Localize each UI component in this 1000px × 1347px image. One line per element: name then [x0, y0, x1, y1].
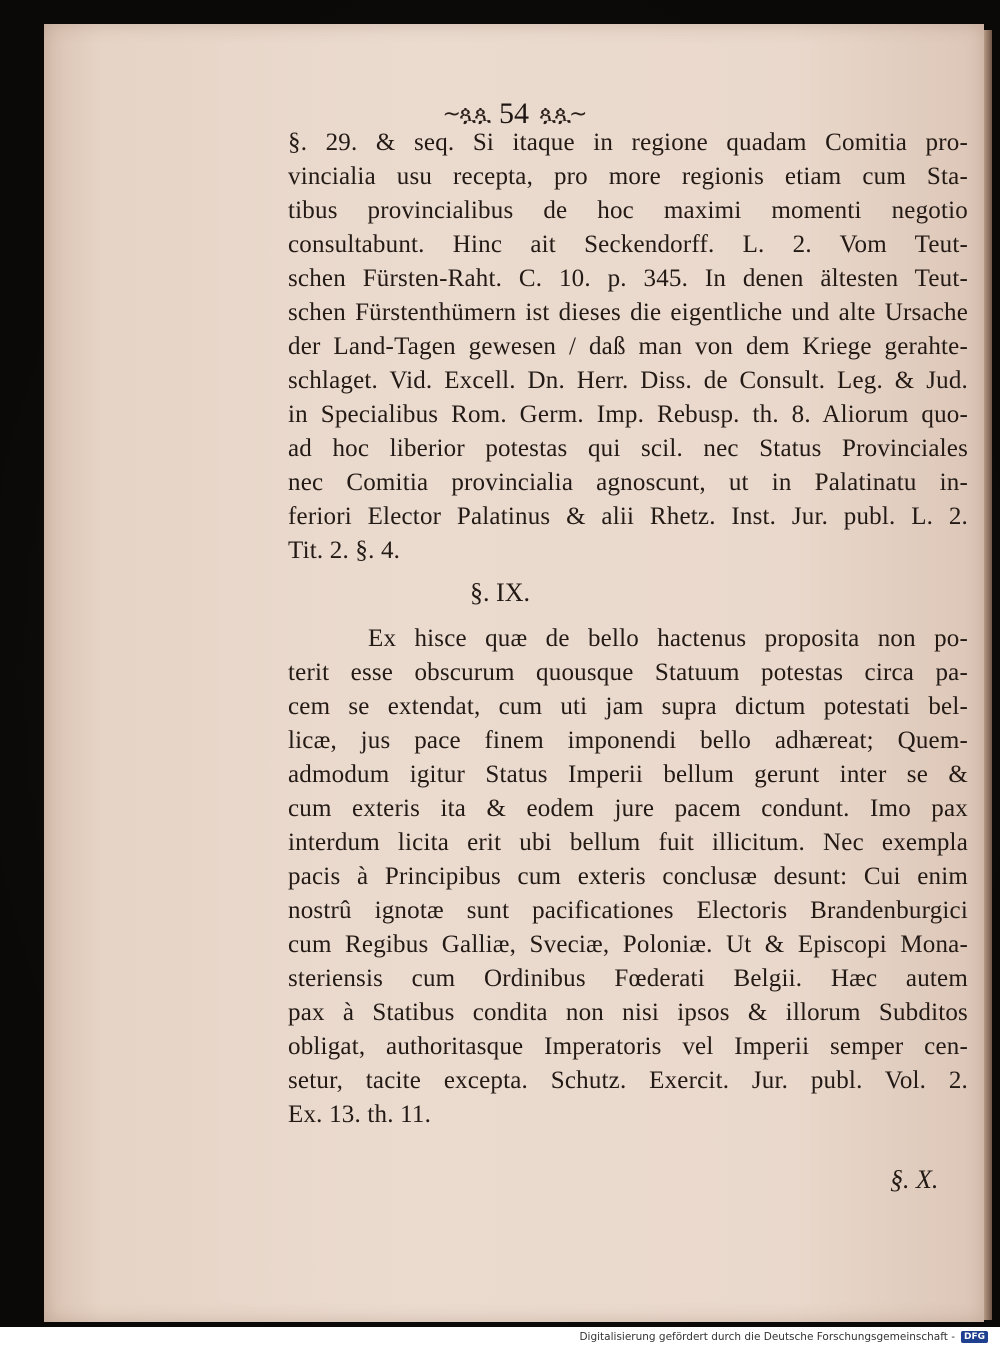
text-line: licæ, jus pace finem imponendi bello adhæreat; Quem-	[288, 727, 968, 754]
section-heading: §. IX.	[470, 578, 530, 607]
ornament-right: ጷጷ~	[539, 101, 586, 127]
text-line: cum Regibus Galliæ, Sveciæ, Poloniæ. Ut & Episcopi Mona-	[288, 931, 968, 958]
text-line: §. 29. & seq. Si itaque in regione quadam Comitia pro-	[288, 129, 968, 156]
text-line: terit esse obscurum quousque Statuum potestas circa pa-	[288, 659, 968, 686]
page-number: 54	[499, 97, 529, 130]
text-line: pax à Statibus condita non nisi ipsos & illorum Subditos	[288, 999, 968, 1026]
text-line: tibus provincialibus de hoc maximi momenti negotio	[288, 197, 968, 224]
text-line: ad hoc liberior potestas qui scil. nec Status Provinciales	[288, 435, 968, 462]
text-line: schen Fürstenthümern ist dieses die eigentliche und alte Ursache	[288, 299, 968, 326]
text-line: nec Comitia provincialia agnoscunt, ut in Palatinatu in-	[288, 469, 968, 496]
text-line: in Specialibus Rom. Germ. Imp. Rebusp. th. 8. Aliorum quo-	[288, 401, 968, 428]
text-line: setur, tacite excepta. Schutz. Exercit. Jur. publ. Vol. 2.	[288, 1067, 968, 1094]
text-line: consultabunt. Hinc ait Seckendorff. L. 2. Vom Teut-	[288, 231, 968, 258]
text-line: pacis à Principibus cum exteris conclusæ desunt: Cui enim	[288, 863, 968, 890]
dfg-logo: DFG	[961, 1331, 988, 1343]
footer-bar	[0, 1327, 1000, 1347]
text-line: Ex. 13. th. 11.	[288, 1101, 432, 1128]
catchword: §. X.	[890, 1165, 939, 1194]
text-line: cem se extendat, cum uti jam supra dictum potestati bel-	[288, 693, 968, 720]
text-line: interdum licita erit ubi bellum fuit illicitum. Nec exempla	[288, 829, 968, 856]
ornament-left: ~ጷጷ	[442, 101, 489, 127]
paragraph-2	[288, 622, 968, 1132]
text-line: feriori Elector Palatinus & alii Rhetz. Inst. Jur. publ. L. 2.	[288, 503, 968, 530]
text-line: obligat, authoritasque Imperatoris vel Imperii semper cen-	[288, 1033, 968, 1060]
text-line: steriensis cum Ordinibus Fœderati Belgii. Hæc autem	[288, 965, 968, 992]
funding-note: Digitalisierung gefördert durch die Deutsche Forschungsgemeinschaft -	[579, 1331, 955, 1343]
text-line: Tit. 2. §. 4.	[288, 537, 401, 564]
text-line: der Land-Tagen gewesen / daß man von dem Kriege gerahte-	[288, 333, 968, 360]
paragraph-1	[288, 126, 968, 568]
text-line: admodum igitur Status Imperii bellum gerunt inter se &	[288, 761, 968, 788]
text-line: cum exteris ita & eodem jure pacem condunt. Imo pax	[288, 795, 968, 822]
text-line: nostrû ignotæ sunt pacificationes Electoris Brandenburgici	[288, 897, 968, 924]
text-line: schen Fürsten-Raht. C. 10. p. 345. In denen ältesten Teut-	[288, 265, 968, 292]
text-line: schlaget. Vid. Excell. Dn. Herr. Diss. de Consult. Leg. & Jud.	[288, 367, 968, 394]
text-line: vincialia usu recepta, pro more regionis etiam cum Sta-	[288, 163, 968, 190]
text-line: Ex hisce quæ de bello hactenus proposita non po-	[368, 625, 968, 652]
page-edge	[984, 30, 992, 1320]
